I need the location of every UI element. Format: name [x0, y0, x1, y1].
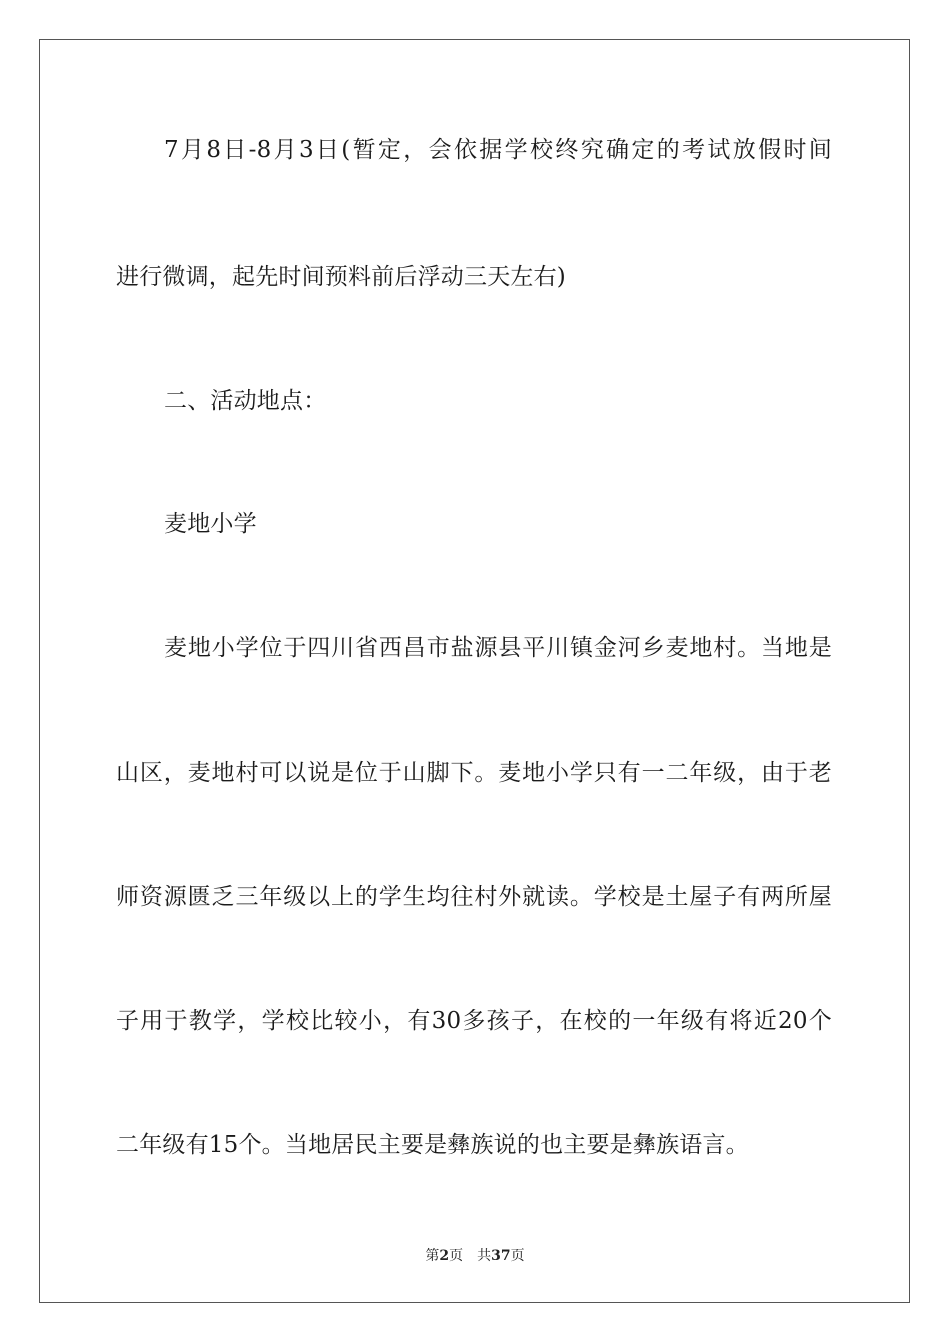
paragraph-line-2: 进行微调，起先时间预料前后浮动三天左右)	[116, 264, 566, 290]
page-current-number: 2	[439, 1248, 450, 1264]
section-heading-activity-location: 二、活动地点：	[164, 388, 327, 414]
page-total-number: 37	[491, 1248, 511, 1264]
page-suffix: 页	[449, 1248, 464, 1264]
total-suffix: 页	[510, 1248, 525, 1264]
total-prefix: 共	[477, 1248, 492, 1264]
paragraph-line-6: 山区，麦地村可以说是位于山脚下。麦地小学只有一二年级，由于老	[116, 760, 832, 786]
paragraph-line-7: 师资源匮乏三年级以上的学生均往村外就读。学校是土屋子有两所屋	[116, 884, 832, 910]
paragraph-line-5: 麦地小学位于四川省西昌市盐源县平川镇金河乡麦地村。当地是	[164, 635, 832, 661]
page-footer	[0, 1247, 950, 1265]
paragraph-line-9: 二年级有15个。当地居民主要是彝族说的也主要是彝族语言。	[116, 1132, 749, 1158]
school-name: 麦地小学	[164, 511, 257, 537]
page-border	[39, 39, 910, 1303]
paragraph-line-8: 子用于教学，学校比较小，有30多孩子，在校的一年级有将近20个	[116, 1008, 832, 1034]
page-prefix: 第	[425, 1248, 440, 1264]
paragraph-line-1: 7月8日-8月3日(暂定，会依据学校终究确定的考试放假时间	[164, 137, 832, 163]
